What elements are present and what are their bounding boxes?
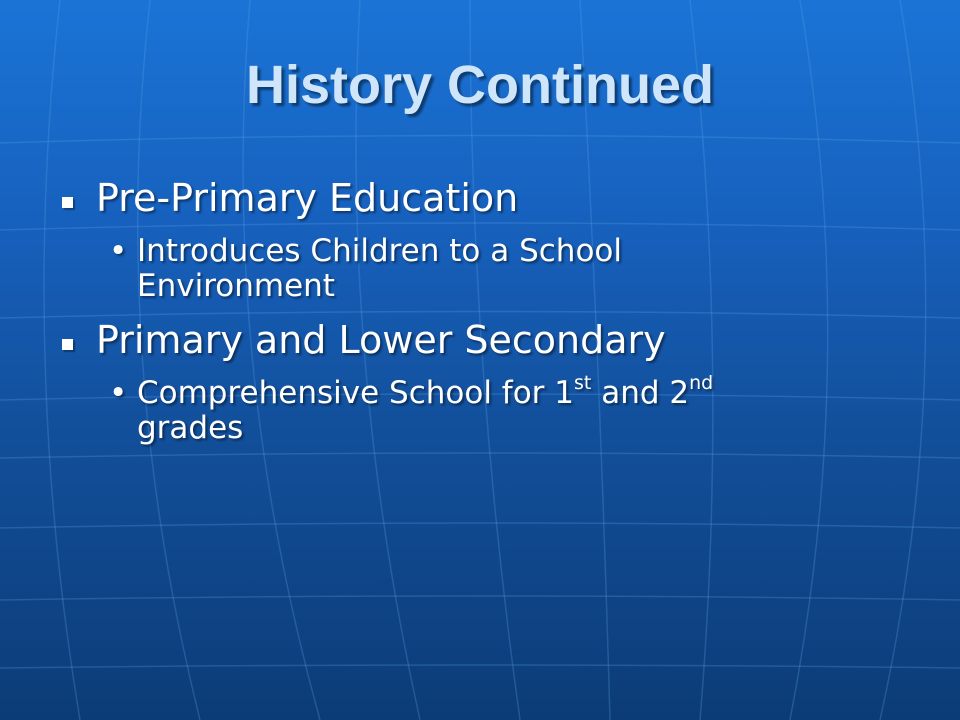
sub-bullet-item — [56, 372, 817, 446]
sub-bullet-text: Introduces Children to a School Environment — [137, 233, 622, 304]
sub-bullet-text — [137, 372, 714, 446]
dot-bullet-icon: • — [109, 233, 128, 269]
sub-text-part: grades — [137, 410, 244, 446]
square-bullet-icon — [62, 197, 73, 208]
bullet-heading: Pre-Primary Education — [96, 176, 519, 220]
slide-content — [56, 172, 916, 456]
bullet-item-pre-primary — [56, 172, 916, 224]
square-bullet-icon — [62, 339, 73, 350]
sub-text-part: Comprehensive School for 1 — [137, 375, 574, 411]
dot-bullet-icon: • — [109, 375, 128, 411]
bullet-item-primary-lower-secondary — [56, 314, 916, 366]
bullet-heading: Primary and Lower Secondary — [96, 318, 666, 362]
ordinal-suffix: nd — [689, 372, 714, 394]
slide-title: History Continued — [246, 55, 714, 115]
sub-bullet-item — [56, 234, 817, 304]
sub-text-part: and 2 — [591, 375, 690, 411]
ordinal-suffix: st — [574, 372, 592, 394]
